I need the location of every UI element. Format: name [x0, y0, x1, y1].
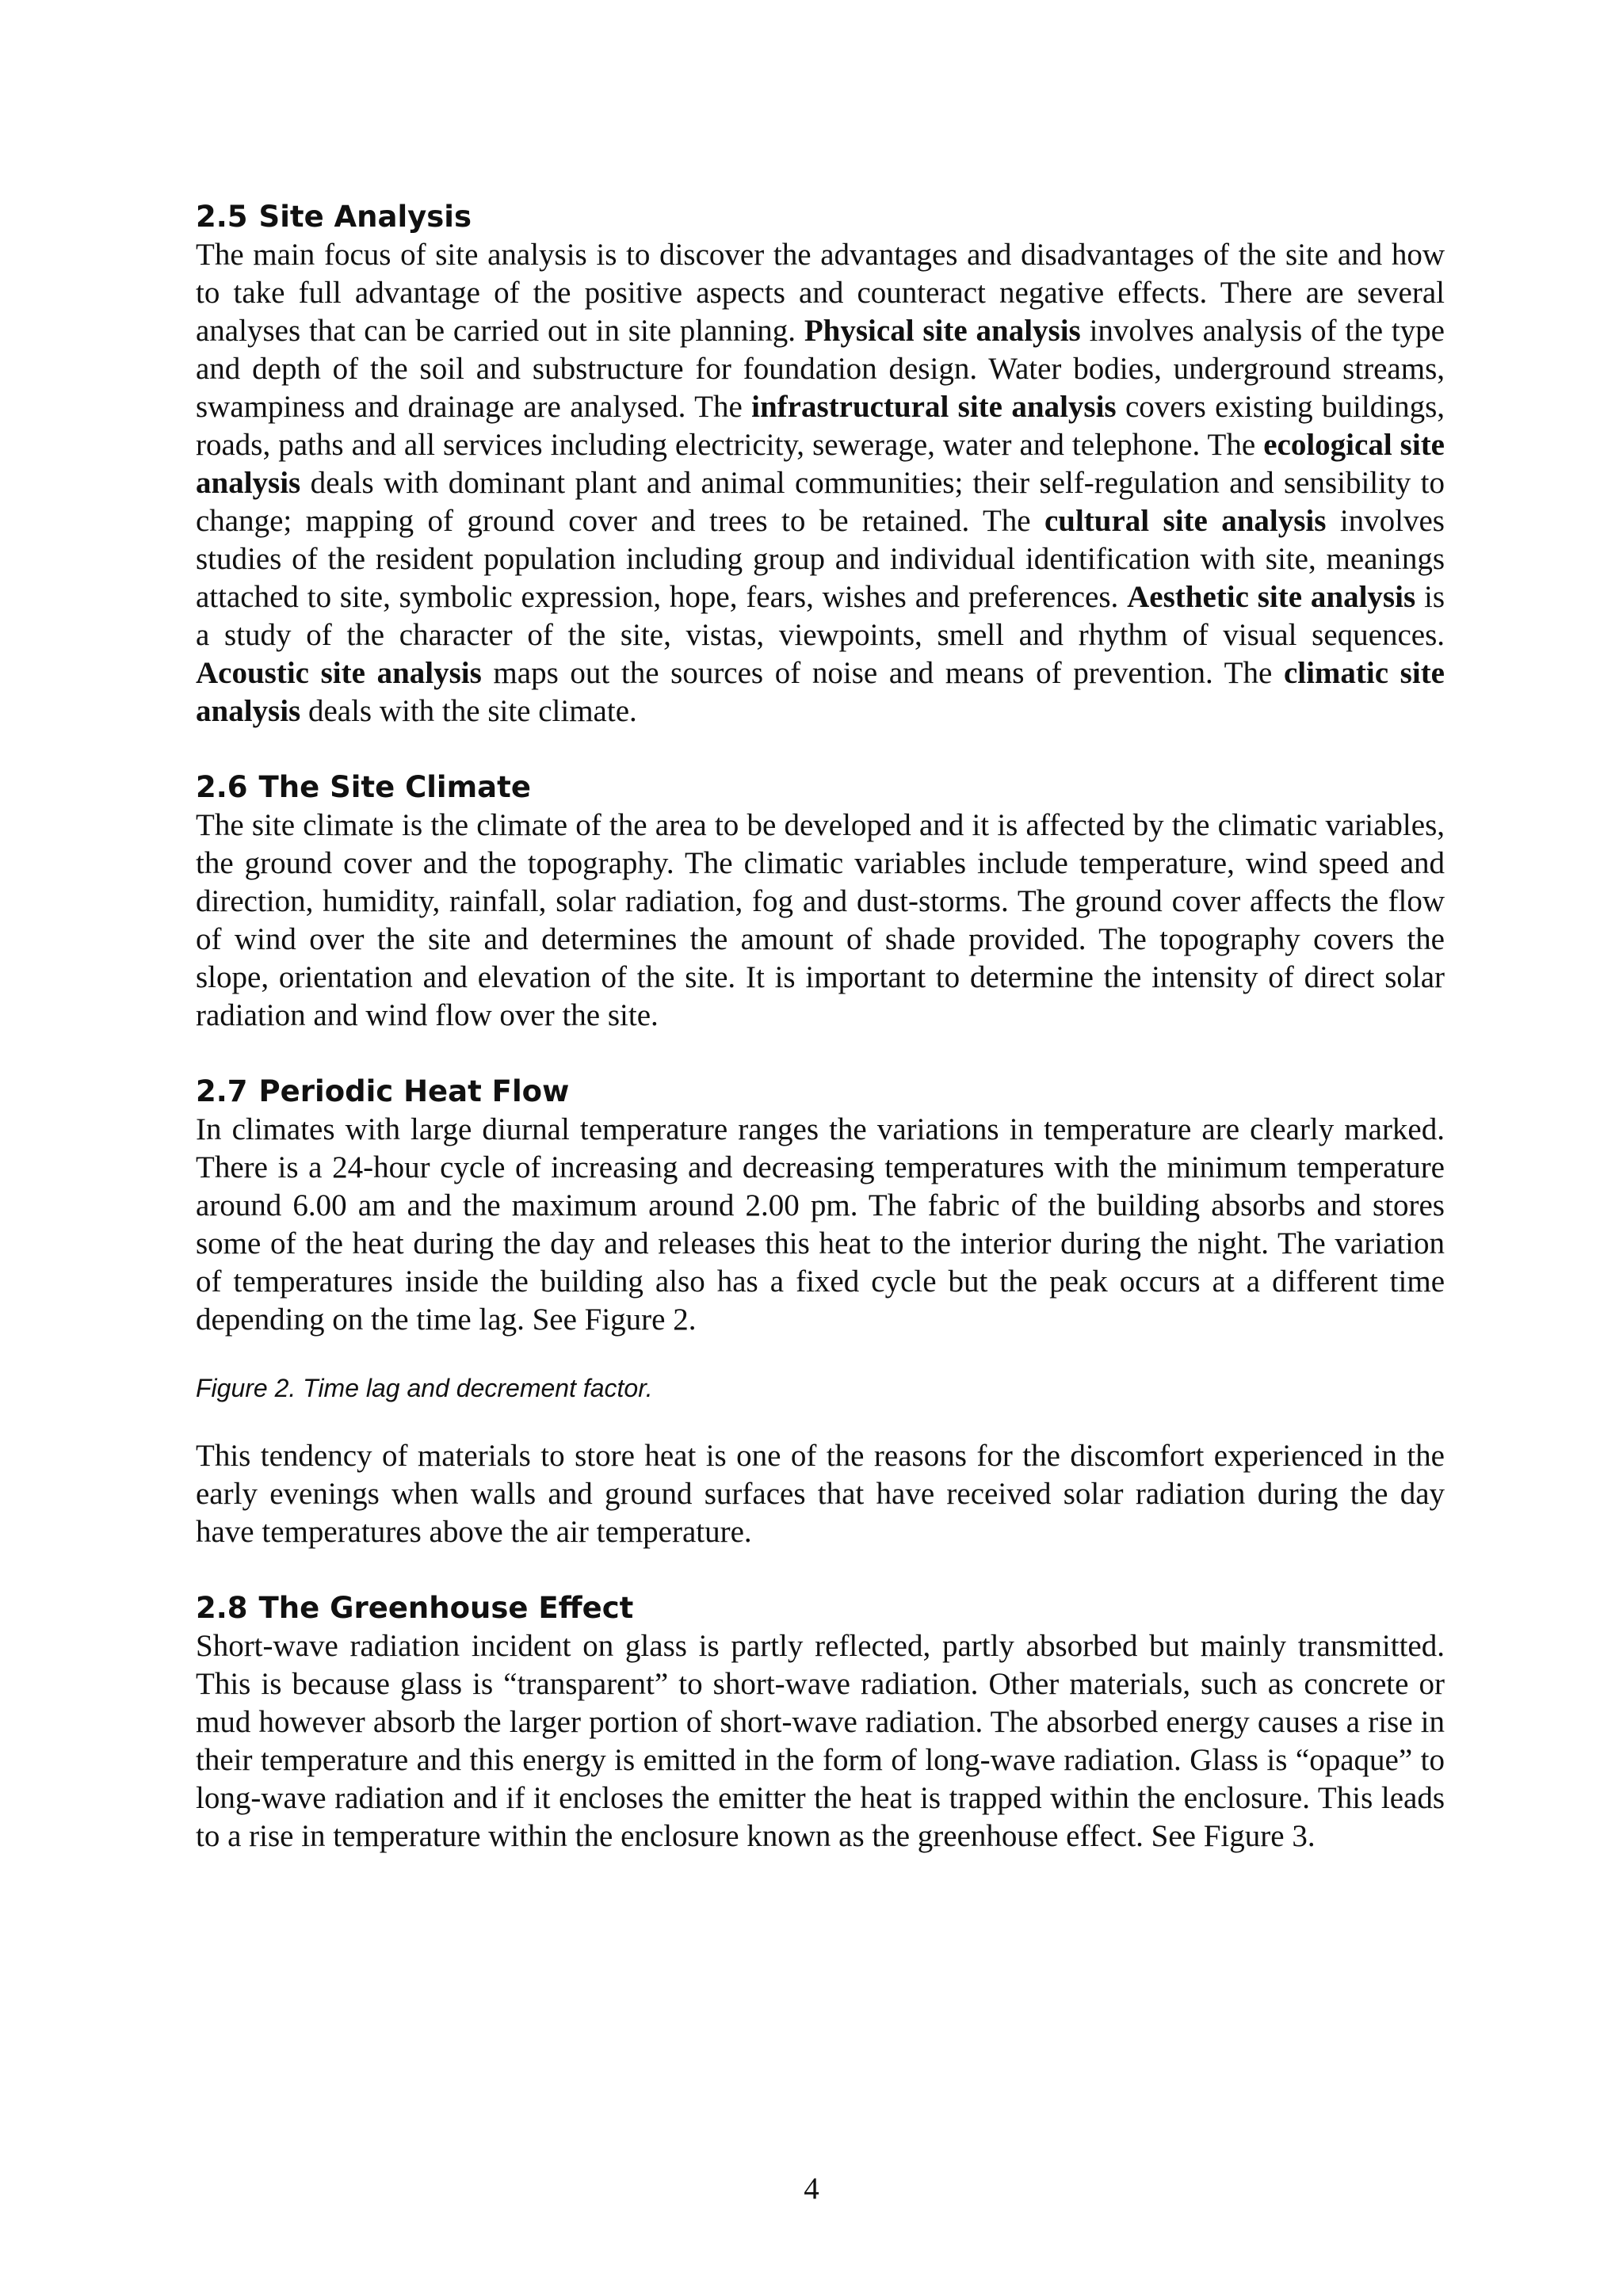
section-heading-site-climate: 2.6 The Site Climate: [196, 770, 531, 804]
text-run: involves studies of the resident population including group and individual identification with site, meanings attached to site, symbolic expression, hope, fears, wishes and preferences.: [196, 504, 1445, 614]
paragraph-periodic-heat-flow: [196, 1111, 1445, 1339]
paragraph-site-climate: [196, 807, 1445, 1035]
bold-term: infrastructural site analysis: [751, 390, 1117, 424]
page-number: 4: [804, 2172, 819, 2206]
figure-caption: Figure 2. Time lag and decrement factor.: [196, 1374, 653, 1402]
bold-term: ecological site analysis: [196, 428, 1445, 500]
text-run: This tendency of materials to store heat is one of the reasons for the discomfort experienced in the early evenings when walls and ground surfaces that have received solar radiation during the day have temperatures above the air temperature.: [196, 1439, 1445, 1549]
bold-term: Acoustic site analysis: [196, 656, 482, 690]
paragraph-heat-storage: [196, 1437, 1445, 1551]
text-run: involves analysis of the type and depth of the soil and substructure for foundation design. Water bodies, underground streams, swampiness and drainage are analysed. The: [196, 314, 1445, 424]
text-run: Short-wave radiation incident on glass is partly reflected, partly absorbed but mainly transmitted. This is because glass is “transparent” to short-wave radiation. Other materials, such as concrete or mud however absorb the larger portion of short-wave radiation. The absorbed energy causes a rise in their temperature and this energy is emitted in the form of long-wave radiation. Glass is “opaque” to long-wave radiation and if it encloses the emitter the heat is trapped within the enclosure. This leads to a rise in temperature within the enclosure known as the greenhouse effect. See Figure 3.: [196, 1629, 1445, 1853]
bold-term: climatic site analysis: [196, 656, 1445, 728]
text-run: deals with the site climate.: [300, 694, 637, 728]
section-heading-greenhouse-effect: 2.8 The Greenhouse Effect: [196, 1591, 634, 1625]
bold-term: Physical site analysis: [804, 314, 1081, 348]
document-page: [196, 198, 1445, 1855]
paragraph-site-analysis: [196, 236, 1445, 730]
section-heading-periodic-heat-flow: 2.7 Periodic Heat Flow: [196, 1074, 570, 1108]
text-run: In climates with large diurnal temperature ranges the variations in temperature are clearly marked. There is a 24-hour cycle of increasing and decreasing temperatures with the minimum temperature around 6.00 am and the maximum around 2.00 pm. The fabric of the building absorbs and stores some of the heat during the day and releases this heat to the interior during the night. The variation of temperatures inside the building also has a fixed cycle but the peak occurs at a different time depending on the time lag. See Figure 2.: [196, 1112, 1445, 1337]
section-heading-site-analysis: 2.5 Site Analysis: [196, 200, 472, 234]
text-run: is a study of the character of the site, vistas, viewpoints, smell and rhythm of visual sequences.: [196, 580, 1445, 652]
bold-term: Aesthetic site analysis: [1127, 580, 1416, 614]
text-run: covers existing buildings, roads, paths and all services including electricity, sewerage, water and telephone. The: [196, 390, 1445, 462]
bold-term: cultural site analysis: [1044, 504, 1327, 538]
text-run: maps out the sources of noise and means of prevention. The: [481, 656, 1284, 690]
text-run: deals with dominant plant and animal communities; their self-regulation and sensibility to change; mapping of ground cover and trees to be retained. The: [196, 466, 1445, 538]
text-run: The main focus of site analysis is to discover the advantages and disadvantages of the site and how to take full advantage of the positive aspects and counteract negative effects. There are several analyses that can be carried out in site planning.: [196, 238, 1445, 348]
paragraph-greenhouse-effect: [196, 1627, 1445, 1855]
text-run: The site climate is the climate of the area to be developed and it is affected by the climatic variables, the ground cover and the topography. The climatic variables include temperature, wind speed and direction, humidity, rainfall, solar radiation, fog and dust-storms. The ground cover affects the flow of wind over the site and determines the amount of shade provided. The topography covers the slope, orientation and elevation of the site. It is important to determine the intensity of direct solar radiation and wind flow over the site.: [196, 808, 1445, 1032]
